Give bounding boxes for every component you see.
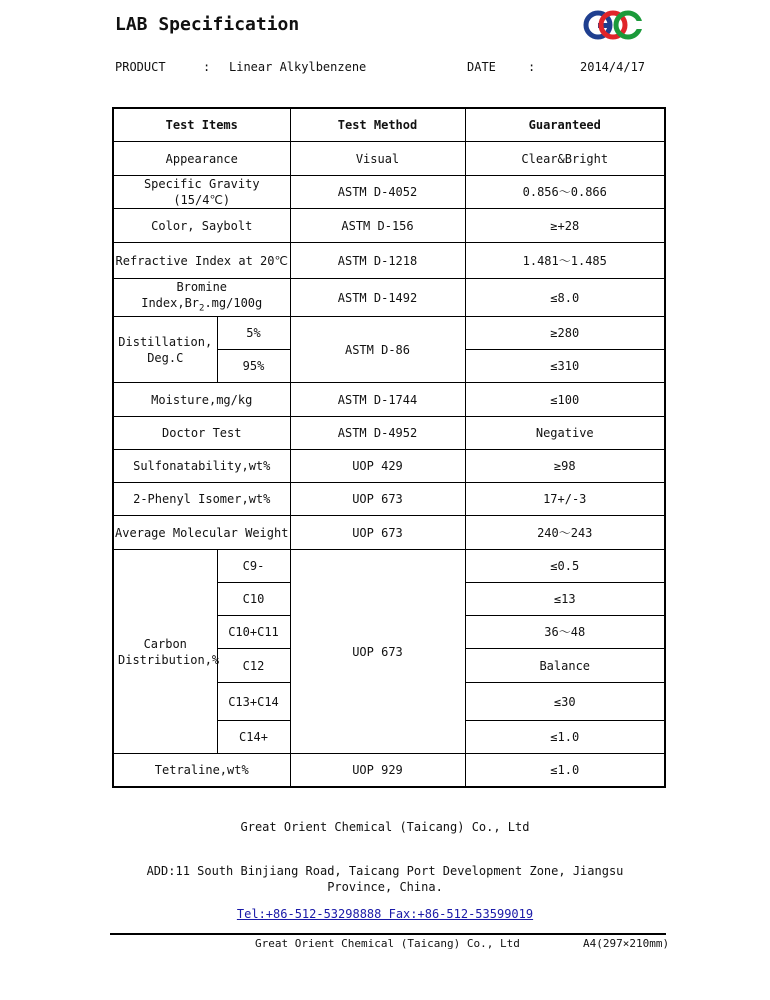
value-cell: Clear&Bright: [465, 142, 665, 176]
table-row: [113, 450, 665, 483]
sub-item-cell: 95%: [217, 350, 290, 383]
table-row: [113, 550, 665, 583]
value-cell: 0.856～0.866: [465, 176, 665, 209]
method-cell: UOP 673: [290, 483, 465, 516]
date-colon: :: [528, 60, 536, 74]
table-row: [113, 417, 665, 450]
table-row: [113, 754, 665, 787]
value-cell: Balance: [465, 649, 665, 683]
method-cell: ASTM D-156: [290, 209, 465, 243]
table-row: [113, 243, 665, 279]
table-row: [113, 516, 665, 550]
value-cell: Negative: [465, 417, 665, 450]
bromine-item-text: Bromine Index,Br: [141, 280, 228, 310]
footer-address: ADD:11 South Binjiang Road, Taicang Port Development Zone, Jiangsu Province, China.: [146, 864, 624, 894]
item-cell: Average Molecular Weight: [113, 516, 290, 550]
method-cell: ASTM D-4052: [290, 176, 465, 209]
method-cell: UOP 673: [290, 516, 465, 550]
date-label: DATE: [467, 60, 496, 74]
table-row: [113, 209, 665, 243]
value-cell: ≤1.0: [465, 721, 665, 754]
bromine-item-unit: .mg/100g: [204, 296, 263, 310]
value-cell: ≤310: [465, 350, 665, 383]
sub-item-cell: C12: [217, 649, 290, 683]
value-cell: ≤1.0: [465, 754, 665, 787]
method-cell: ASTM D-86: [290, 317, 465, 383]
table-row: [113, 176, 665, 209]
table-row: [113, 317, 665, 350]
product-label: PRODUCT: [115, 60, 166, 74]
sub-item-cell: 5%: [217, 317, 290, 350]
item-cell: Doctor Test: [113, 417, 290, 450]
value-cell: 17+/-3: [465, 483, 665, 516]
method-cell: UOP 929: [290, 754, 465, 787]
sub-item-cell: C9-: [217, 550, 290, 583]
item-cell: Distillation, Deg.C: [113, 317, 217, 383]
sub-item-cell: C13+C14: [217, 683, 290, 721]
method-cell: UOP 673: [290, 550, 465, 754]
value-cell: ≤0.5: [465, 550, 665, 583]
table-header-row: [113, 108, 665, 142]
value-cell: ≤13: [465, 583, 665, 616]
header-test-items: Test Items: [113, 108, 290, 142]
page-size: A4(297×210mm): [583, 937, 670, 950]
footer-contact-link[interactable]: Tel:+86-512-53298888 Fax:+86-512-53599019: [236, 907, 534, 921]
method-cell: ASTM D-1492: [290, 279, 465, 317]
value-cell: ≥+28: [465, 209, 665, 243]
item-cell: 2-Phenyl Isomer,wt%: [113, 483, 290, 516]
product-value: Linear Alkylbenzene: [229, 60, 367, 74]
company-logo: [583, 8, 643, 42]
sub-item-cell: C10: [217, 583, 290, 616]
value-cell: ≥280: [465, 317, 665, 350]
header-test-method: Test Method: [290, 108, 465, 142]
value-cell: 240～243: [465, 516, 665, 550]
sub-item-cell: C10+C11: [217, 616, 290, 649]
method-cell: ASTM D-4952: [290, 417, 465, 450]
table-row: [113, 383, 665, 417]
table-row: [113, 483, 665, 516]
item-cell: Sulfonatability,wt%: [113, 450, 290, 483]
item-cell: Color, Saybolt: [113, 209, 290, 243]
footer-company: Great Orient Chemical (Taicang) Co., Ltd: [240, 820, 530, 834]
item-cell: Tetraline,wt%: [113, 754, 290, 787]
date-value: 2014/4/17: [580, 60, 646, 74]
value-cell: 36～48: [465, 616, 665, 649]
sub-item-cell: C14+: [217, 721, 290, 754]
header-guaranteed: Guaranteed: [465, 108, 665, 142]
item-cell: [113, 279, 290, 317]
item-cell: Refractive Index at 20℃: [113, 243, 290, 279]
table-row: [113, 279, 665, 317]
footer-divider: [110, 933, 666, 935]
value-cell: ≤100: [465, 383, 665, 417]
value-cell: 1.481～1.485: [465, 243, 665, 279]
method-cell: ASTM D-1744: [290, 383, 465, 417]
method-cell: ASTM D-1218: [290, 243, 465, 279]
bromine-subscript: 2: [199, 303, 205, 314]
table-row: [113, 142, 665, 176]
document-title: LAB Specification: [115, 14, 300, 35]
bottom-company: Great Orient Chemical (Taicang) Co., Ltd: [255, 937, 520, 950]
item-cell: Carbon Distribution,%: [113, 550, 217, 754]
product-colon: :: [203, 60, 211, 74]
item-cell: Appearance: [113, 142, 290, 176]
item-cell: Specific Gravity (15/4℃): [113, 176, 290, 209]
value-cell: ≥98: [465, 450, 665, 483]
method-cell: UOP 429: [290, 450, 465, 483]
spec-table: [112, 107, 666, 788]
value-cell: ≤8.0: [465, 279, 665, 317]
method-cell: Visual: [290, 142, 465, 176]
value-cell: ≤30: [465, 683, 665, 721]
item-cell: Moisture,mg/kg: [113, 383, 290, 417]
